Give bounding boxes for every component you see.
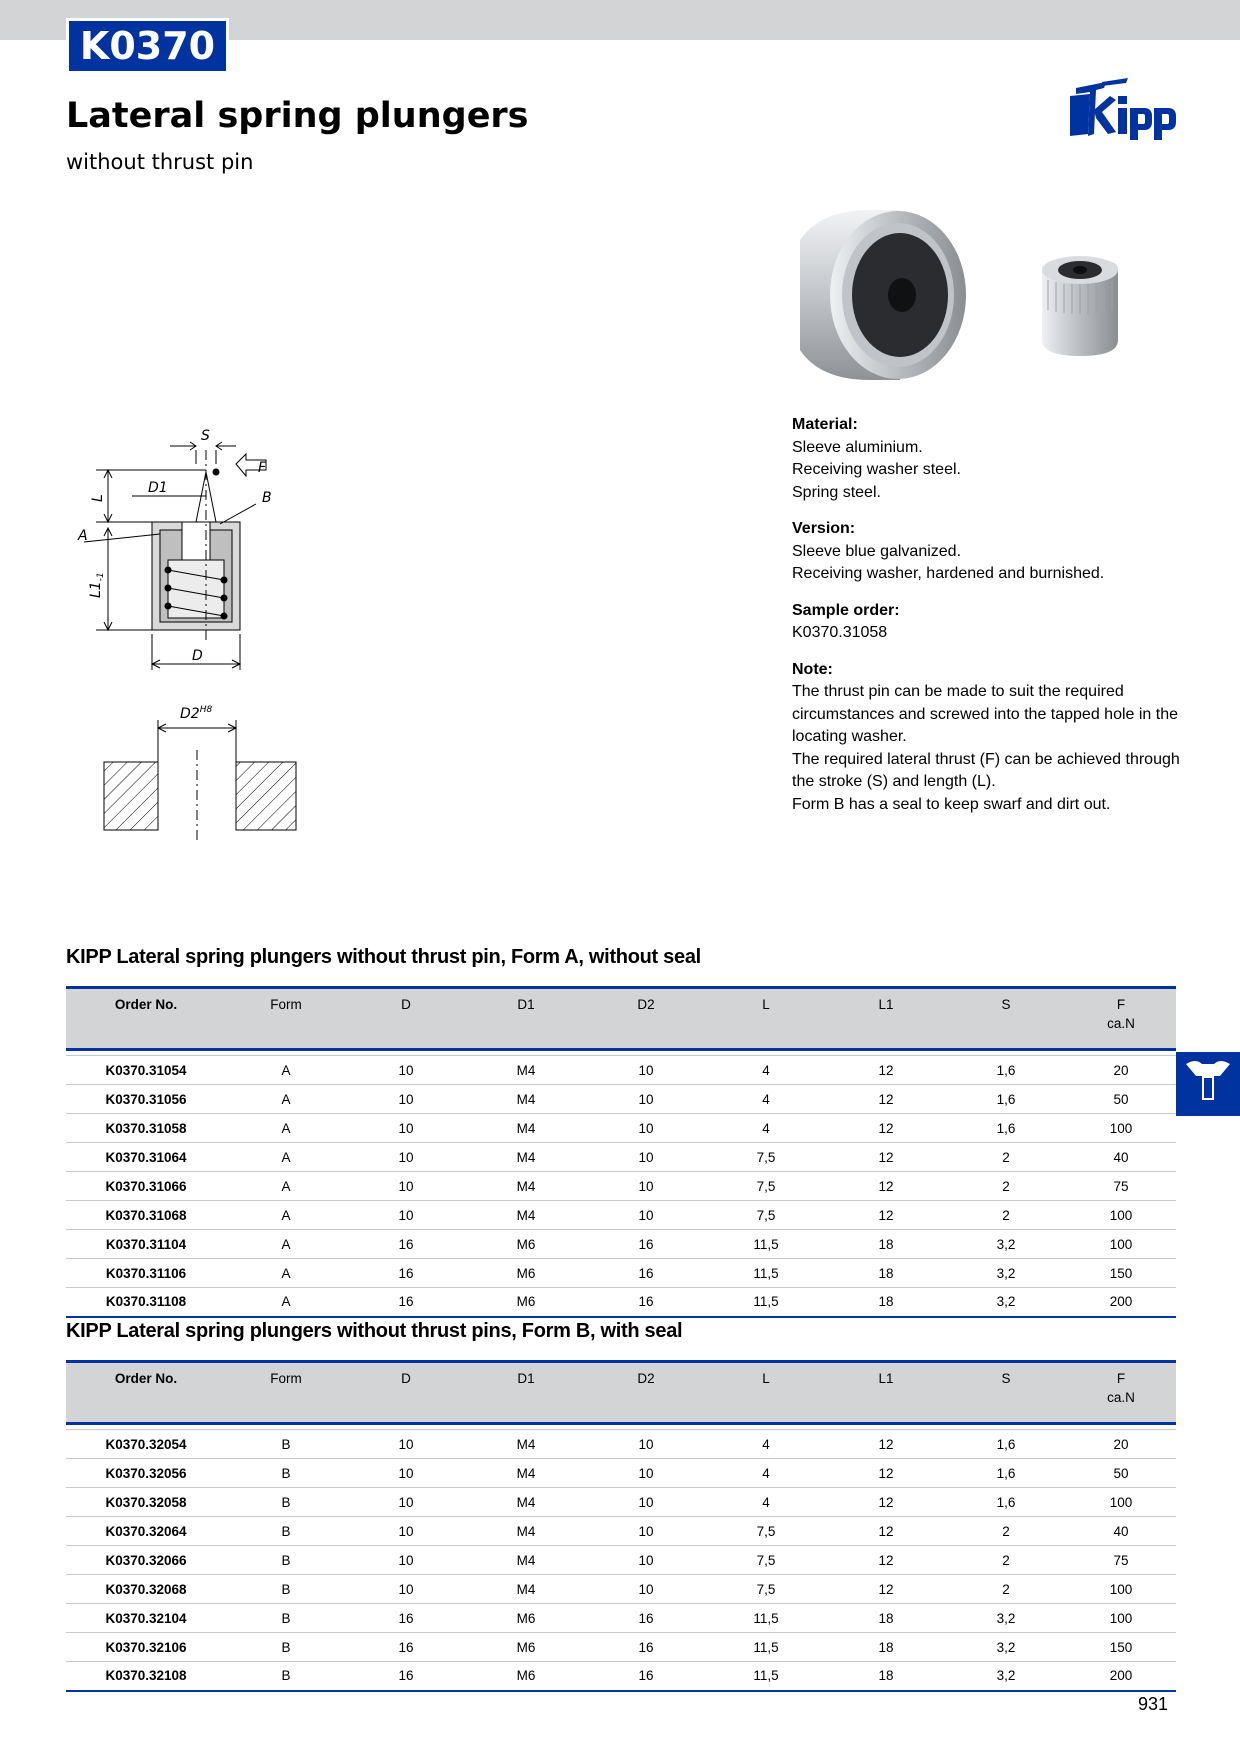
table-cell: B <box>226 1546 346 1575</box>
note-line: locating washer. <box>792 728 907 745</box>
order-number-cell: K0370.31064 <box>66 1143 226 1172</box>
table-cell: 10 <box>586 1488 706 1517</box>
col-order-no: Order No. <box>66 988 226 1050</box>
page-subtitle: without thrust pin <box>66 150 254 174</box>
material-line: Spring steel. <box>792 483 881 501</box>
table-cell: 10 <box>586 1575 706 1604</box>
table-cell: B <box>226 1604 346 1633</box>
table-cell: A <box>226 1143 346 1172</box>
table-cell: 12 <box>826 1430 946 1459</box>
table-cell: 10 <box>346 1575 466 1604</box>
table-cell: 18 <box>826 1259 946 1288</box>
table-cell: 3,2 <box>946 1633 1066 1662</box>
table-cell: 3,2 <box>946 1604 1066 1633</box>
table-row <box>66 1633 1176 1662</box>
order-number-cell: K0370.31108 <box>66 1288 226 1317</box>
note-line: circumstances and screwed into the tapped hole in the <box>792 705 1179 723</box>
table-cell: M6 <box>466 1288 586 1317</box>
note-line: The required lateral thrust (F) can be achieved through <box>792 750 1180 768</box>
table-cell: 75 <box>1066 1172 1176 1201</box>
table-cell: 100 <box>1066 1488 1176 1517</box>
table-cell: 2 <box>946 1517 1066 1546</box>
table-cell: 2 <box>946 1201 1066 1230</box>
table-cell: M4 <box>466 1056 586 1085</box>
table-cell: 11,5 <box>706 1230 826 1259</box>
table-cell: 10 <box>586 1201 706 1230</box>
table-cell: 1,6 <box>946 1085 1066 1114</box>
table-cell: 18 <box>826 1230 946 1259</box>
material-line: Sleeve aluminium. <box>792 438 923 456</box>
table-cell: 40 <box>1066 1517 1176 1546</box>
table-cell: 12 <box>826 1517 946 1546</box>
table-row <box>66 1488 1176 1517</box>
table-cell: 10 <box>346 1085 466 1114</box>
table-cell: 18 <box>826 1662 946 1691</box>
table-cell: 7,5 <box>706 1517 826 1546</box>
table-cell: 20 <box>1066 1056 1176 1085</box>
table-cell: 16 <box>346 1662 466 1691</box>
table-row <box>66 1143 1176 1172</box>
col-d2: D2 <box>586 988 706 1050</box>
label-l1: $L1_{-1}$ <box>88 572 106 598</box>
table-cell: M4 <box>466 1172 586 1201</box>
table-cell: 11,5 <box>706 1662 826 1691</box>
table-cell: 10 <box>586 1430 706 1459</box>
table-cell: 12 <box>826 1085 946 1114</box>
table-cell: 16 <box>586 1230 706 1259</box>
table-cell: 2 <box>946 1172 1066 1201</box>
col-form: Form <box>226 988 346 1050</box>
table-cell: 12 <box>826 1056 946 1085</box>
table-cell: B <box>226 1488 346 1517</box>
table-cell: 1,6 <box>946 1488 1066 1517</box>
table-cell: B <box>226 1517 346 1546</box>
table-row <box>66 1085 1176 1114</box>
order-number-cell: K0370.32108 <box>66 1662 226 1691</box>
table-cell: 10 <box>346 1488 466 1517</box>
table-cell: B <box>226 1459 346 1488</box>
table-cell: 12 <box>826 1143 946 1172</box>
table-cell: 50 <box>1066 1085 1176 1114</box>
table-cell: 4 <box>706 1056 826 1085</box>
table-cell: 18 <box>826 1633 946 1662</box>
table-row <box>66 1056 1176 1085</box>
table-cell: A <box>226 1114 346 1143</box>
table-cell: M4 <box>466 1143 586 1172</box>
table-row <box>66 1546 1176 1575</box>
table-cell: 200 <box>1066 1662 1176 1691</box>
table-cell: 7,5 <box>706 1546 826 1575</box>
order-number-cell: K0370.31056 <box>66 1085 226 1114</box>
table-b-title: KIPP Lateral spring plungers without thrust pins, Form B, with seal <box>66 1320 683 1342</box>
table-cell: B <box>226 1575 346 1604</box>
col-d: D <box>346 988 466 1050</box>
table-cell: 10 <box>586 1056 706 1085</box>
table-cell: 16 <box>346 1259 466 1288</box>
table-b-body <box>66 1424 1176 1691</box>
table-row <box>66 1172 1176 1201</box>
table-cell: 11,5 <box>706 1259 826 1288</box>
table-cell: 50 <box>1066 1459 1176 1488</box>
table-cell: 100 <box>1066 1201 1176 1230</box>
label-b: B <box>262 490 272 506</box>
table-cell: A <box>226 1085 346 1114</box>
table-cell: 16 <box>346 1604 466 1633</box>
material-line: Receiving washer steel. <box>792 461 961 478</box>
table-cell: 1,6 <box>946 1459 1066 1488</box>
col-f: F ca.N <box>1066 988 1176 1050</box>
col-s: S <box>946 988 1066 1050</box>
order-number-cell: K0370.31068 <box>66 1201 226 1230</box>
table-row <box>66 1114 1176 1143</box>
version-block <box>792 518 1182 586</box>
table-cell: 18 <box>826 1604 946 1633</box>
order-number-cell: K0370.32104 <box>66 1604 226 1633</box>
table-cell: M6 <box>466 1662 586 1691</box>
table-cell: 16 <box>586 1633 706 1662</box>
label-a: A <box>78 528 88 544</box>
table-cell: 2 <box>946 1575 1066 1604</box>
table-cell: M4 <box>466 1575 586 1604</box>
table-cell: 100 <box>1066 1604 1176 1633</box>
table-cell: 12 <box>826 1546 946 1575</box>
table-cell: 1,6 <box>946 1056 1066 1085</box>
table-cell: 75 <box>1066 1546 1176 1575</box>
table-cell: 3,2 <box>946 1288 1066 1317</box>
table-cell: 40 <box>1066 1143 1176 1172</box>
table-cell: M4 <box>466 1517 586 1546</box>
table-row <box>66 1288 1176 1317</box>
table-cell: 10 <box>346 1201 466 1230</box>
table-row <box>66 1201 1176 1230</box>
note-line: The thrust pin can be made to suit the required <box>792 683 1124 700</box>
table-cell: 10 <box>586 1172 706 1201</box>
table-cell: M6 <box>466 1230 586 1259</box>
order-number-cell: K0370.32064 <box>66 1517 226 1546</box>
table-cell: 16 <box>586 1288 706 1317</box>
order-number-cell: K0370.31104 <box>66 1230 226 1259</box>
table-header-row <box>66 1362 1176 1424</box>
table-cell: 16 <box>586 1604 706 1633</box>
table-cell: 7,5 <box>706 1172 826 1201</box>
label-l: L <box>90 494 106 502</box>
table-cell: 11,5 <box>706 1604 826 1633</box>
material-heading: Material: <box>792 416 858 433</box>
order-number-cell: K0370.32066 <box>66 1546 226 1575</box>
table-cell: 10 <box>586 1517 706 1546</box>
table-cell: 7,5 <box>706 1575 826 1604</box>
table-cell: M4 <box>466 1114 586 1143</box>
table-row <box>66 1662 1176 1691</box>
table-cell: 10 <box>346 1172 466 1201</box>
table-row <box>66 1459 1176 1488</box>
table-cell: 12 <box>826 1488 946 1517</box>
table-cell: B <box>226 1430 346 1459</box>
page-number: 931 <box>1138 1694 1169 1714</box>
table-cell: 16 <box>346 1230 466 1259</box>
table-cell: 12 <box>826 1201 946 1230</box>
order-number-cell: K0370.31066 <box>66 1172 226 1201</box>
table-cell: M4 <box>466 1430 586 1459</box>
col-d1: D1 <box>466 1362 586 1424</box>
product-photo <box>780 200 1140 400</box>
table-cell: 3,2 <box>946 1662 1066 1691</box>
table-cell: 12 <box>826 1172 946 1201</box>
table-cell: M4 <box>466 1459 586 1488</box>
table-cell: 16 <box>346 1633 466 1662</box>
label-s: S <box>201 428 210 444</box>
note-heading: Note: <box>792 660 833 678</box>
table-cell: 10 <box>586 1546 706 1575</box>
table-a <box>66 986 1176 1318</box>
table-cell: 20 <box>1066 1430 1176 1459</box>
table-cell: M4 <box>466 1488 586 1517</box>
material-block <box>792 414 1182 504</box>
table-cell: 1,6 <box>946 1430 1066 1459</box>
sample-order-heading: Sample order: <box>792 601 900 619</box>
label-d: D <box>192 648 203 664</box>
label-d1: D1 <box>148 480 168 496</box>
note-line: Form B has a seal to keep swarf and dirt out. <box>792 795 1111 813</box>
table-cell: A <box>226 1201 346 1230</box>
table-cell: 3,2 <box>946 1230 1066 1259</box>
col-l1: L1 <box>826 1362 946 1424</box>
table-cell: 18 <box>826 1288 946 1317</box>
order-number-cell: K0370.31106 <box>66 1259 226 1288</box>
technical-drawing <box>70 420 330 670</box>
table-cell: 200 <box>1066 1288 1176 1317</box>
table-cell: 4 <box>706 1430 826 1459</box>
table-cell: M4 <box>466 1085 586 1114</box>
table-cell: M6 <box>466 1633 586 1662</box>
table-cell: 10 <box>346 1517 466 1546</box>
table-a-title: KIPP Lateral spring plungers without thrust pin, Form A, without seal <box>66 946 701 968</box>
table-cell: 4 <box>706 1114 826 1143</box>
table-cell: 7,5 <box>706 1143 826 1172</box>
table-cell: 2 <box>946 1546 1066 1575</box>
sample-order-block <box>792 600 1182 645</box>
table-cell: A <box>226 1288 346 1317</box>
table-cell: 16 <box>346 1288 466 1317</box>
table-cell: 100 <box>1066 1575 1176 1604</box>
col-f: F ca.N <box>1066 1362 1176 1424</box>
table-cell: 10 <box>586 1459 706 1488</box>
label-d2: $D2^{H8}$ <box>180 705 213 722</box>
table-cell: 11,5 <box>706 1288 826 1317</box>
order-number-cell: K0370.32106 <box>66 1633 226 1662</box>
table-cell: 100 <box>1066 1114 1176 1143</box>
kipp-logo <box>1066 74 1180 160</box>
table-cell: 7,5 <box>706 1201 826 1230</box>
label-f: F <box>258 460 267 476</box>
table-cell: B <box>226 1633 346 1662</box>
table-cell: M6 <box>466 1259 586 1288</box>
table-cell: 2 <box>946 1143 1066 1172</box>
table-cell: 10 <box>346 1114 466 1143</box>
table-cell: 4 <box>706 1085 826 1114</box>
bore-drawing <box>90 700 310 842</box>
table-row <box>66 1430 1176 1459</box>
table-header-row <box>66 988 1176 1050</box>
col-d2: D2 <box>586 1362 706 1424</box>
table-row <box>66 1230 1176 1259</box>
table-a-body <box>66 1050 1176 1317</box>
table-cell: 4 <box>706 1459 826 1488</box>
table-cell: 12 <box>826 1459 946 1488</box>
table-row <box>66 1517 1176 1546</box>
order-number-cell: K0370.31058 <box>66 1114 226 1143</box>
table-cell: 16 <box>586 1662 706 1691</box>
version-heading: Version: <box>792 520 856 537</box>
table-cell: 150 <box>1066 1259 1176 1288</box>
table-cell: 10 <box>346 1546 466 1575</box>
table-cell: M6 <box>466 1604 586 1633</box>
table-cell: 150 <box>1066 1633 1176 1662</box>
table-cell: 10 <box>346 1459 466 1488</box>
col-l1: L1 <box>826 988 946 1050</box>
note-line: the stroke (S) and length (L). <box>792 773 996 790</box>
table-b <box>66 1360 1176 1692</box>
order-number-cell: K0370.32068 <box>66 1575 226 1604</box>
order-number-cell: K0370.32054 <box>66 1430 226 1459</box>
table-cell: A <box>226 1259 346 1288</box>
table-cell: 11,5 <box>706 1633 826 1662</box>
sample-order-value: K0370.31058 <box>792 624 888 641</box>
order-number-cell: K0370.32058 <box>66 1488 226 1517</box>
table-cell: A <box>226 1172 346 1201</box>
col-d1: D1 <box>466 988 586 1050</box>
table-cell: M4 <box>466 1201 586 1230</box>
order-number-cell: K0370.31054 <box>66 1056 226 1085</box>
note-block <box>792 659 1182 817</box>
table-cell: 3,2 <box>946 1259 1066 1288</box>
page-title: Lateral spring plungers <box>66 96 529 136</box>
product-info <box>792 414 1182 830</box>
table-cell: 1,6 <box>946 1114 1066 1143</box>
table-cell: 16 <box>586 1259 706 1288</box>
order-number-cell: K0370.32056 <box>66 1459 226 1488</box>
table-cell: A <box>226 1056 346 1085</box>
table-cell: M4 <box>466 1546 586 1575</box>
col-l: L <box>706 988 826 1050</box>
table-cell: 12 <box>826 1114 946 1143</box>
table-cell: 10 <box>346 1056 466 1085</box>
table-cell: 10 <box>586 1085 706 1114</box>
plunger-icon <box>1176 1052 1240 1116</box>
table-cell: 100 <box>1066 1230 1176 1259</box>
table-row <box>66 1259 1176 1288</box>
col-order-no: Order No. <box>66 1362 226 1424</box>
version-line: Sleeve blue galvanized. <box>792 542 962 560</box>
table-cell: 12 <box>826 1575 946 1604</box>
col-s: S <box>946 1362 1066 1424</box>
product-code-badge: K0370 <box>66 18 229 74</box>
table-cell: A <box>226 1230 346 1259</box>
table-cell: 10 <box>586 1143 706 1172</box>
table-cell: 10 <box>586 1114 706 1143</box>
category-tab <box>1176 1052 1240 1116</box>
col-form: Form <box>226 1362 346 1424</box>
table-cell: 4 <box>706 1488 826 1517</box>
col-l: L <box>706 1362 826 1424</box>
table-row <box>66 1575 1176 1604</box>
table-cell: 10 <box>346 1143 466 1172</box>
col-d: D <box>346 1362 466 1424</box>
version-line: Receiving washer, hardened and burnished. <box>792 565 1105 582</box>
table-row <box>66 1604 1176 1633</box>
table-cell: 10 <box>346 1430 466 1459</box>
table-cell: B <box>226 1662 346 1691</box>
